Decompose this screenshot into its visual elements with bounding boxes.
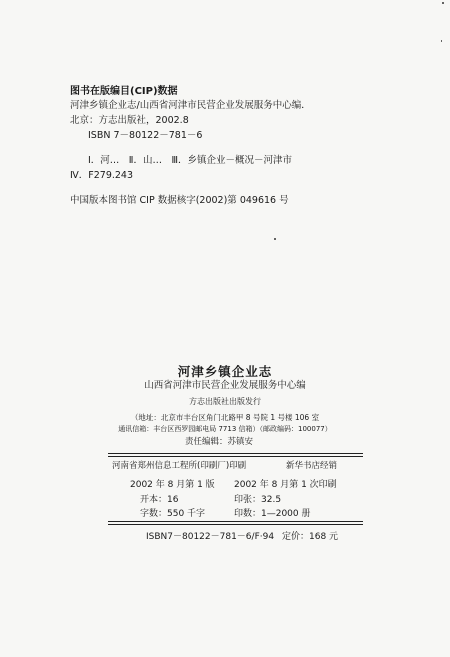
isbn-price-code: ISBN7－80122－781－6/F·94: [146, 532, 275, 542]
scan-speck: [441, 40, 442, 42]
distributor: 新华书店经销: [286, 461, 338, 471]
divider-top: [108, 453, 363, 454]
cip-subjects-1: Ⅰ．河… Ⅱ．山… Ⅲ．乡镇企业－概况－河津市: [88, 155, 293, 166]
responsible-editor: 责任编辑：苏镇安: [185, 437, 254, 447]
cip-heading: 图书在版编目(CIP)数据: [70, 86, 178, 97]
edition: 2002 年 8 月第 1 版: [130, 480, 215, 490]
page-format: 开本：16: [140, 495, 179, 505]
word-count: 字数：550 千字: [140, 509, 206, 519]
publisher: 方志出版社出版发行: [189, 397, 261, 406]
book-title: 河津乡镇企业志: [177, 364, 273, 379]
divider-bottom: [108, 521, 363, 522]
publisher-mailbox: 通讯信箱：丰台区西罗园邮电局 7713 信箱）（邮政编码：100077）: [118, 425, 332, 433]
price: 定价：168 元: [282, 532, 339, 542]
scan-speck: [274, 238, 276, 240]
cip-subjects-2: Ⅳ．F279.243: [70, 170, 134, 181]
cip-number: 中国版本图书馆 CIP 数据核字(2002)第 049616 号: [70, 195, 289, 206]
publisher-address: （地址：北京市丰台区角门北路甲 8 号院 1 号楼 106 室: [130, 413, 320, 422]
editor-org: 山西省河津市民营企业发展服务中心编: [144, 380, 306, 391]
cip-title-line: 河津乡镇企业志/山西省河津市民营企业发展服务中心编．: [70, 100, 311, 111]
print-run: 印数：1—2000 册: [234, 509, 311, 519]
cip-isbn: ISBN 7－80122－781－6: [88, 130, 203, 141]
divider-bottom-double: [108, 524, 363, 525]
cip-publisher-line: 北京：方志出版社，2002.8: [70, 115, 189, 126]
divider-top-double: [108, 456, 363, 457]
printer: 河南省郑州信息工程所(印刷厂)印刷: [112, 461, 247, 471]
printed-sheets: 印张：32.5: [234, 495, 282, 505]
scan-speck: [442, 2, 444, 4]
printing: 2002 年 8 月第 1 次印刷: [234, 480, 337, 490]
